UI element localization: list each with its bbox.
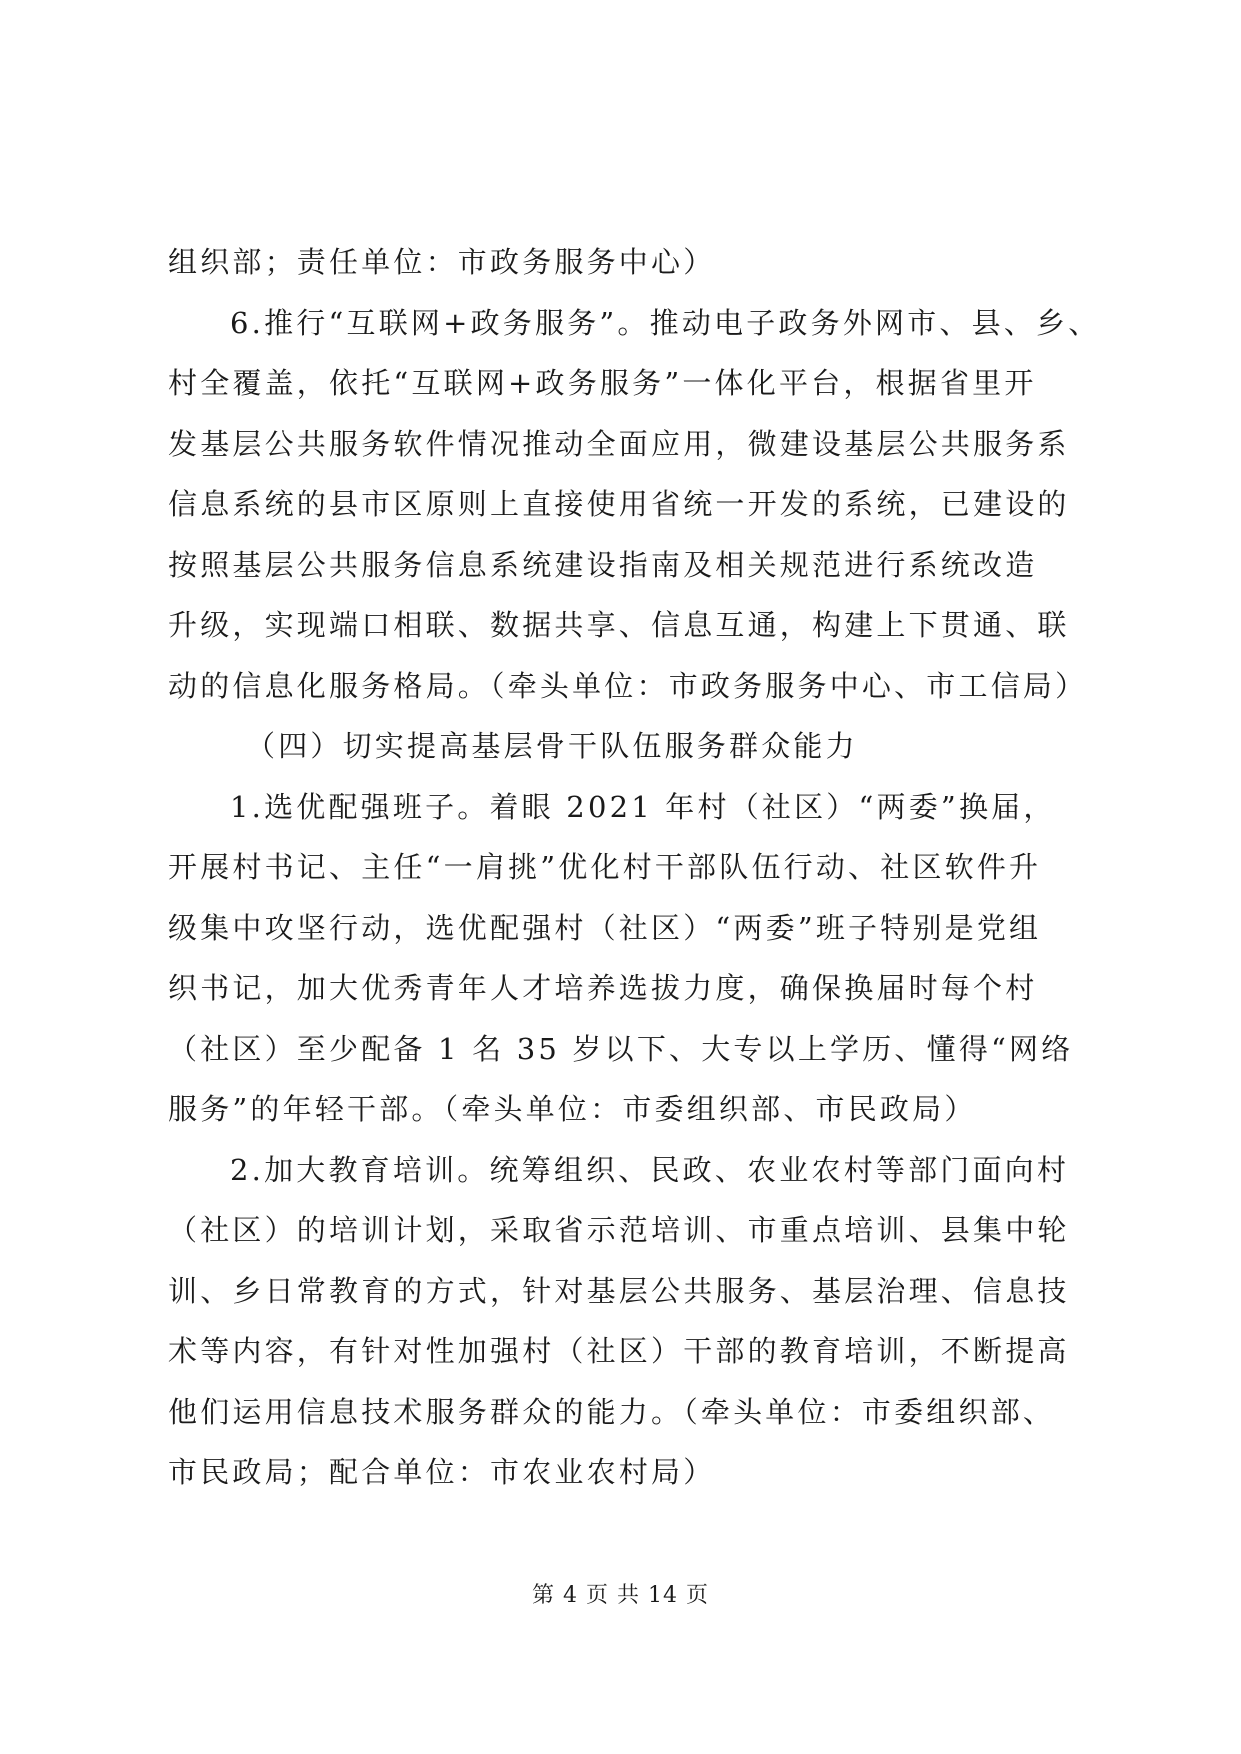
- text-line: （社区）的培训计划，采取省示范培训、市重点培训、县集中轮: [168, 1213, 1070, 1247]
- text-line: 村全覆盖，依托“互联网+政务服务”一体化平台，根据省里开: [168, 366, 1037, 400]
- text-line: （社区）至少配备 1 名 35 岁以下、大专以上学历、懂得“网络: [168, 1031, 1074, 1066]
- text-line: 织书记，加大优秀青年人才培养选拔力度，确保换届时每个村: [168, 971, 1038, 1005]
- text-line: 术等内容，有针对性加强村（社区）干部的教育培训，不断提高: [168, 1334, 1070, 1368]
- text-line: 2.加大教育培训。统筹组织、民政、农业农村等部门面向村: [230, 1152, 1070, 1187]
- section-heading: （四）切实提高基层骨干队伍服务群众能力: [246, 729, 858, 763]
- text-line: 信息系统的县市区原则上直接使用省统一开发的系统，已建设的: [168, 487, 1070, 521]
- text-line: 6.推行“互联网+政务服务”。推动电子政务外网市、县、乡、: [230, 305, 1101, 340]
- text-line: 升级，实现端口相联、数据共享、信息互通，构建上下贯通、联: [168, 608, 1070, 642]
- text-line: 服务”的年轻干部。（牵头单位：市委组织部、市民政局）: [168, 1092, 977, 1126]
- text-line: 按照基层公共服务信息系统建设指南及相关规范进行系统改造: [168, 547, 1038, 582]
- document-body: [168, 232, 1101, 1503]
- page-number-footer: 第 4 页 共 14 页: [532, 1583, 709, 1608]
- text-line: 动的信息化服务格局。（牵头单位：市政务服务中心、市工信局）: [168, 668, 1088, 703]
- text-line: 1.选优配强班子。着眼 2021 年村（社区）“两委”换届，: [230, 789, 1056, 824]
- text-line: 训、乡日常教育的方式，针对基层公共服务、基层治理、信息技: [168, 1273, 1070, 1308]
- text-line: 级集中攻坚行动，选优配强村（社区）“两委”班子特别是党组: [168, 910, 1042, 945]
- text-line: 开展村书记、主任“一肩挑”优化村干部队伍行动、社区软件升: [168, 850, 1042, 884]
- text-line: 组织部；责任单位：市政务服务中心）: [168, 245, 716, 279]
- text-line: 市民政局；配合单位：市农业农村局）: [168, 1455, 716, 1489]
- text-line: 他们运用信息技术服务群众的能力。（牵头单位：市委组织部、: [168, 1394, 1056, 1429]
- text-line: 发基层公共服务软件情况推动全面应用，微建设基层公共服务系: [168, 426, 1070, 461]
